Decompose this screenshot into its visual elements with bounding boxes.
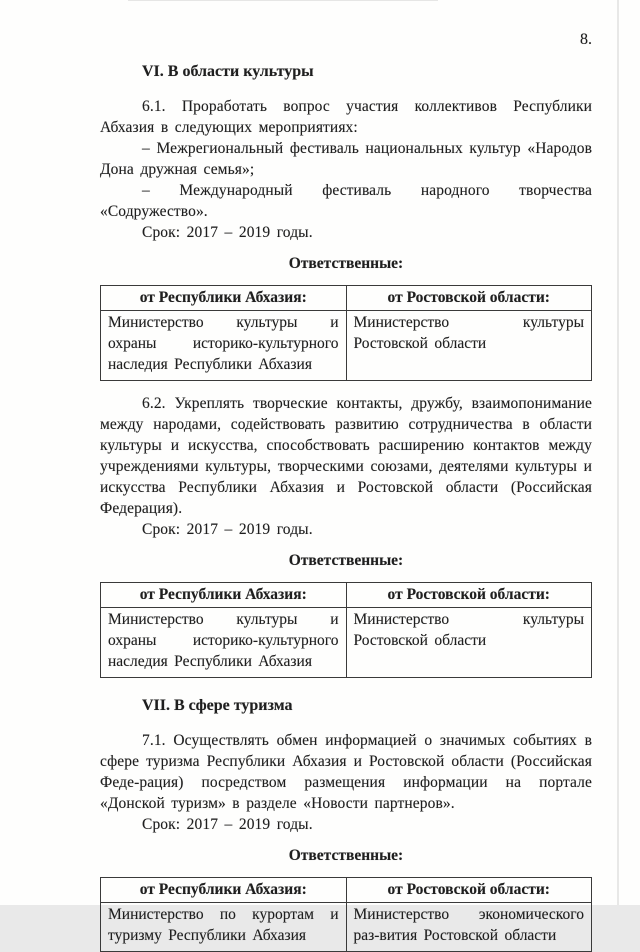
table-row <box>101 583 592 608</box>
responsible-table-3 <box>100 877 592 952</box>
section-vii-heading: VII. В сфере туризма <box>142 697 293 714</box>
scan-artifact-top-edge <box>128 0 438 1</box>
table-1-cell-rostov: Министерство культуры Ростовской области <box>346 311 592 381</box>
term-line-7-1: Срок: 2017 – 2019 годы. <box>142 816 313 833</box>
section-vi-heading: VI. В области культуры <box>142 63 314 80</box>
table-1-cell-abkhazia: Министерство культуры и охраны историко-культурного наследия Республики Абхазия <box>101 311 347 381</box>
table-1-header-abkhazia: от Республики Абхазия: <box>101 286 347 311</box>
table-3-header-abkhazia: от Республики Абхазия: <box>101 878 347 903</box>
list-item-festival-narodov-dona: – Межрегиональный фестиваль национальных культур «Народов Дона дружная семья»; <box>100 140 592 178</box>
paragraph-7-1: 7.1. Осуществлять обмен информацией о значимых событиях в сфере туризма Республики Абхазия и Ростовской области (Российская Феде-рация) посредством размещения информации на портале «Донской туризм» в разделе «Новости партнеров». <box>100 732 592 812</box>
table-2-header-abkhazia: от Республики Абхазия: <box>101 583 347 608</box>
table-3-cell-abkhazia: Министерство по курортам и туризму Республики Абхазия <box>101 903 347 952</box>
term-line-6-1: Срок: 2017 – 2019 годы. <box>142 224 313 241</box>
table-3-header-rostov: от Ростовской области: <box>346 878 592 903</box>
scan-artifact-right-edge <box>617 0 619 905</box>
table-3-cell-rostov: Министерство экономического раз-вития Ростовской области <box>346 903 592 952</box>
list-item-festival-sodruzhestvo: – Международный фестиваль народного творчества «Содружество». <box>100 182 592 220</box>
responsible-table-2 <box>100 582 592 678</box>
table-row <box>101 286 592 311</box>
paragraph-6-1-intro: 6.1. Проработать вопрос участия коллективов Республики Абхазия в следующих мероприятиях: <box>100 98 592 136</box>
page-number: 8. <box>580 31 592 48</box>
table-row <box>101 608 592 678</box>
responsible-heading-3: Ответственные: <box>288 847 404 864</box>
table-2-cell-rostov: Министерство культуры Ростовской области <box>346 608 592 678</box>
paragraph-6-2: 6.2. Укреплять творческие контакты, дружбу, взаимопонимание между народами, содействовать развитию сотрудничества в области культуры и искусства, способствовать расширению контактов между учреждениями культуры, творческими союзами, деятелями культуры и искусства Республики Абхазия и Ростовской области (Российская Федерация). <box>100 395 592 517</box>
page-content <box>100 30 592 952</box>
term-line-6-2: Срок: 2017 – 2019 годы. <box>142 521 313 538</box>
table-1-header-rostov: от Ростовской области: <box>346 286 592 311</box>
table-row <box>101 878 592 903</box>
responsible-table-1 <box>100 285 592 381</box>
table-2-cell-abkhazia: Министерство культуры и охраны историко-культурного наследия Республики Абхазия <box>101 608 347 678</box>
responsible-heading-2: Ответственные: <box>288 552 404 569</box>
table-row <box>101 903 592 952</box>
table-2-header-rostov: от Ростовской области: <box>346 583 592 608</box>
table-row <box>101 311 592 381</box>
responsible-heading-1: Ответственные: <box>288 255 404 272</box>
